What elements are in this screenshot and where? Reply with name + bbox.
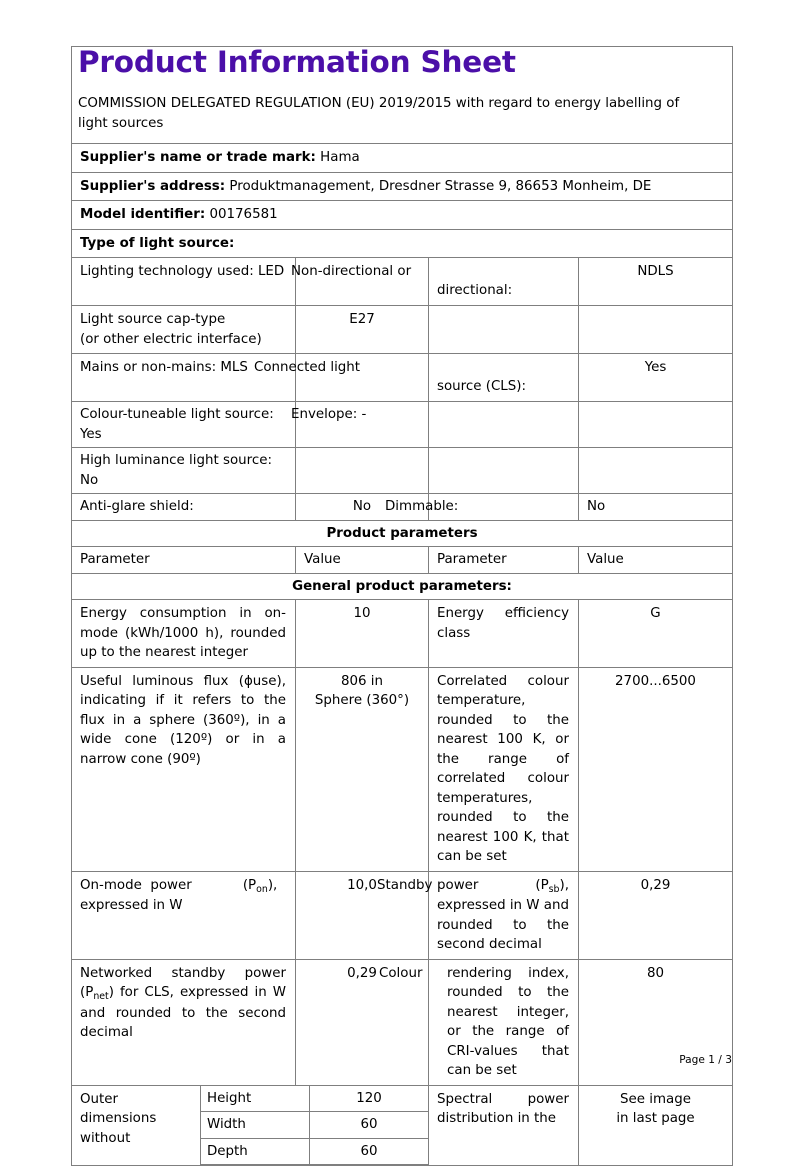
lighting-technology-spill: Non-directional or	[291, 264, 412, 279]
model-identifier-label: Model identifier:	[80, 207, 206, 222]
energy-consumption-label-cell	[72, 600, 296, 668]
standby-power-value: 0,29	[640, 877, 671, 893]
table-row-product-parameters-banner	[72, 520, 733, 547]
standby-power-spill: Standby	[377, 877, 433, 893]
energy-efficiency-class-label-cell	[429, 600, 579, 668]
table-row-column-headers	[72, 547, 733, 574]
energy-efficiency-class-value: G	[650, 606, 661, 621]
page-title: Product Information Sheet	[78, 45, 516, 79]
envelope-label: Envelope: -	[291, 407, 367, 422]
table-row-general-parameters-banner	[72, 573, 733, 600]
general-parameters-banner-cell	[72, 573, 733, 600]
cct-value-cell	[579, 667, 733, 871]
spectral-power-value-line-2: in last page	[616, 1111, 695, 1126]
table-row-energy-consumption	[72, 600, 733, 668]
cap-type-col4-cell	[579, 306, 733, 354]
dimension-row-width	[201, 1112, 429, 1139]
anti-glare-label: Anti-glare shield:	[80, 499, 194, 514]
column-header-value-1: Value	[304, 552, 341, 567]
high-luminance-col3-cell	[429, 448, 579, 494]
supplier-address-value: Produktmanagement, Dresdner Strasse 9, 86653 Monheim, DE	[229, 178, 652, 194]
networked-standby-value-cell	[296, 959, 429, 1085]
luminous-flux-value-cell	[296, 667, 429, 871]
networked-standby-subscript: net	[93, 991, 109, 1002]
energy-consumption-value-cell	[296, 600, 429, 668]
model-identifier-value: 00176581	[209, 207, 278, 222]
standby-power-label-post: ),	[559, 877, 569, 893]
table-row-high-luminance	[72, 448, 733, 494]
outer-dimensions-cell	[72, 1085, 429, 1166]
dimension-value-depth: 60	[310, 1138, 429, 1165]
regulation-subtitle: COMMISSION DELEGATED REGULATION (EU) 2019/2015 with regard to energy labelling of light sources	[78, 96, 680, 131]
dimension-row-depth	[201, 1138, 429, 1165]
on-mode-power-subscript: on	[256, 883, 268, 895]
outer-dimensions-label-line-3: without	[80, 1130, 131, 1146]
cct-value: 2700...6500	[615, 673, 696, 689]
supplier-name-value: Hama	[320, 150, 360, 165]
networked-standby-value: 0,29	[347, 965, 377, 981]
dimension-label-height: Height	[201, 1086, 310, 1112]
column-header-parameter-2-cell	[429, 547, 579, 574]
directional-label: directional:	[437, 283, 513, 298]
column-header-parameter-1-cell	[72, 547, 296, 574]
standby-power-label-rest: expressed in W and rounded to the second decimal	[437, 898, 569, 952]
cap-type-value: E27	[349, 312, 375, 327]
standby-power-label-cell	[429, 871, 579, 959]
cap-type-col3-cell	[429, 306, 579, 354]
product-parameters-banner: Product parameters	[326, 525, 478, 541]
lighting-technology-result-cell	[579, 258, 733, 306]
energy-consumption-label: Energy consumption in on-mode (kWh/1000 h), rounded up to the nearest integer	[80, 606, 286, 660]
dimmable-value: No	[587, 499, 606, 514]
networked-standby-label-cell	[72, 959, 296, 1085]
standby-power-value-cell	[579, 871, 733, 959]
on-mode-power-label-line-2: expressed in W	[80, 898, 183, 913]
column-header-value-1-cell	[296, 547, 429, 574]
table-row-supplier-address	[72, 172, 733, 201]
colour-tuneable-label: Colour-tuneable light source: Yes	[80, 407, 274, 442]
colour-tuneable-value-cell	[296, 402, 429, 448]
on-mode-power-value-cell	[296, 871, 433, 959]
mains-value-cell	[296, 354, 429, 402]
energy-consumption-value: 10	[353, 606, 371, 621]
product-information-table	[71, 46, 733, 1166]
anti-glare-value: No	[352, 499, 372, 514]
high-luminance-value-cell	[296, 448, 429, 494]
spectral-power-label-cell	[429, 1085, 579, 1166]
energy-efficiency-class-label: Energy efficiency class	[437, 606, 569, 641]
outer-dimensions-table	[200, 1086, 428, 1166]
supplier-name-label: Supplier's name or trade mark:	[80, 150, 316, 165]
model-identifier-cell	[72, 201, 733, 230]
networked-standby-label-rest: for CLS, expressed in W and rounded to the second decimal	[80, 985, 286, 1040]
mains-label: Mains or non-mains: MLS	[80, 360, 248, 375]
table-row-on-mode-power	[72, 871, 733, 959]
energy-efficiency-class-value-cell	[579, 600, 733, 668]
cls-result: Yes	[644, 360, 667, 375]
luminous-flux-value-line-1: 806 in	[340, 673, 384, 689]
luminous-flux-label: Useful luminous flux (ɸuse), indicating if it refers to the flux in a sphere (360º), in a wide cone (120º) or in a narrow cone (90º)	[80, 673, 286, 767]
cls-result-cell	[579, 354, 733, 402]
on-mode-power-label-pre: On-mode power (P	[80, 877, 257, 893]
dimension-label-depth: Depth	[201, 1138, 310, 1165]
table-row-type-of-light-source-header	[72, 229, 733, 258]
directional-label-cell	[429, 258, 579, 306]
table-row-model-identifier	[72, 201, 733, 230]
lighting-technology-result: NDLS	[637, 264, 674, 279]
on-mode-power-value: 10,0	[347, 877, 377, 893]
spectral-power-value-cell	[579, 1085, 733, 1166]
table-row-anti-glare	[72, 494, 733, 521]
cri-value-cell	[579, 959, 733, 1085]
dimension-value-height: 120	[310, 1086, 429, 1112]
general-parameters-banner: General product parameters:	[292, 578, 512, 594]
spectral-power-value-line-1: See image	[620, 1091, 691, 1107]
high-luminance-label: High luminance light source: No	[80, 453, 272, 488]
luminous-flux-label-cell	[72, 667, 296, 871]
on-mode-power-label-cell	[72, 871, 296, 959]
supplier-address-cell	[72, 172, 733, 201]
networked-standby-label-pre: Networked standby power (P	[80, 965, 286, 1000]
lighting-technology-label-cell	[72, 258, 412, 306]
luminous-flux-value-line-2: Sphere (360°)	[314, 693, 410, 708]
table-row-outer-dimensions	[72, 1085, 733, 1166]
cri-value: 80	[646, 965, 665, 981]
anti-glare-value-cell	[296, 494, 459, 521]
mains-spill: Connected light	[254, 360, 361, 375]
standby-power-subscript: sb	[548, 883, 560, 895]
high-luminance-col4-cell	[579, 448, 733, 494]
cri-label: rendering index, rounded to the nearest integer, or the range of CRI-values that can be set	[447, 965, 569, 1078]
colour-rendering-spill: Colour	[379, 965, 423, 981]
dimension-value-width: 60	[310, 1112, 429, 1139]
cls-label-cell	[429, 354, 579, 402]
table-row-cap-type	[72, 306, 733, 354]
on-mode-power-label-post: ),	[267, 877, 278, 893]
table-row-luminous-flux	[72, 667, 733, 871]
table-row-lighting-technology	[72, 258, 733, 306]
supplier-address-label: Supplier's address:	[80, 178, 226, 194]
dimmable-label: Dimmable:	[385, 499, 459, 514]
cct-label-cell	[429, 667, 579, 871]
spectral-power-label: Spectral power distribution in the	[437, 1091, 569, 1126]
anti-glare-label-cell	[72, 494, 296, 521]
cri-label-cell	[429, 959, 579, 1085]
cap-type-label-cell	[72, 306, 296, 354]
colour-tuneable-col3-cell	[429, 402, 579, 448]
table-row-supplier-name	[72, 144, 733, 173]
table-row-colour-tuneable	[72, 402, 733, 448]
colour-tuneable-label-cell	[72, 402, 367, 448]
lighting-technology-label: Lighting technology used: LED	[80, 264, 285, 279]
networked-standby-label-post: )	[108, 985, 114, 1000]
cap-type-label: Light source cap-type	[80, 312, 226, 327]
dimmable-value-cell	[579, 494, 733, 521]
cls-label: source (CLS):	[437, 379, 526, 394]
column-header-value-2-cell	[579, 547, 733, 574]
column-header-parameter-2: Parameter	[437, 552, 507, 567]
mains-label-cell	[72, 354, 361, 402]
outer-dimensions-label-line-2: dimensions	[80, 1111, 157, 1126]
lighting-technology-value-cell	[296, 258, 429, 306]
page-footer: Page 1 / 3	[679, 1054, 732, 1066]
cct-label: Correlated colour temperature, rounded to the nearest 100 K, or the range of correlated colour temperatures, rounded to the nearest 100 K, that can be set	[437, 673, 569, 864]
dimmable-col3-cell	[429, 494, 579, 521]
type-of-light-source-label: Type of light source:	[80, 235, 235, 251]
table-row-networked-standby-power	[72, 959, 733, 1085]
cap-type-value-cell	[296, 306, 429, 354]
standby-power-label-pre: power (P	[437, 877, 549, 893]
type-of-light-source-cell	[72, 229, 733, 258]
column-header-parameter-1: Parameter	[80, 552, 150, 567]
colour-tuneable-col4-cell	[579, 402, 733, 448]
outer-dimensions-label-line-1: Outer	[80, 1091, 119, 1107]
product-parameters-banner-cell	[72, 520, 733, 547]
column-header-value-2: Value	[587, 552, 624, 567]
table-row-mains-cls	[72, 354, 733, 402]
high-luminance-label-cell	[72, 448, 296, 494]
dimension-row-height	[201, 1086, 429, 1112]
cap-type-label-2: (or other electric interface)	[80, 331, 262, 347]
supplier-name-cell	[72, 144, 733, 173]
dimension-label-width: Width	[201, 1112, 310, 1139]
